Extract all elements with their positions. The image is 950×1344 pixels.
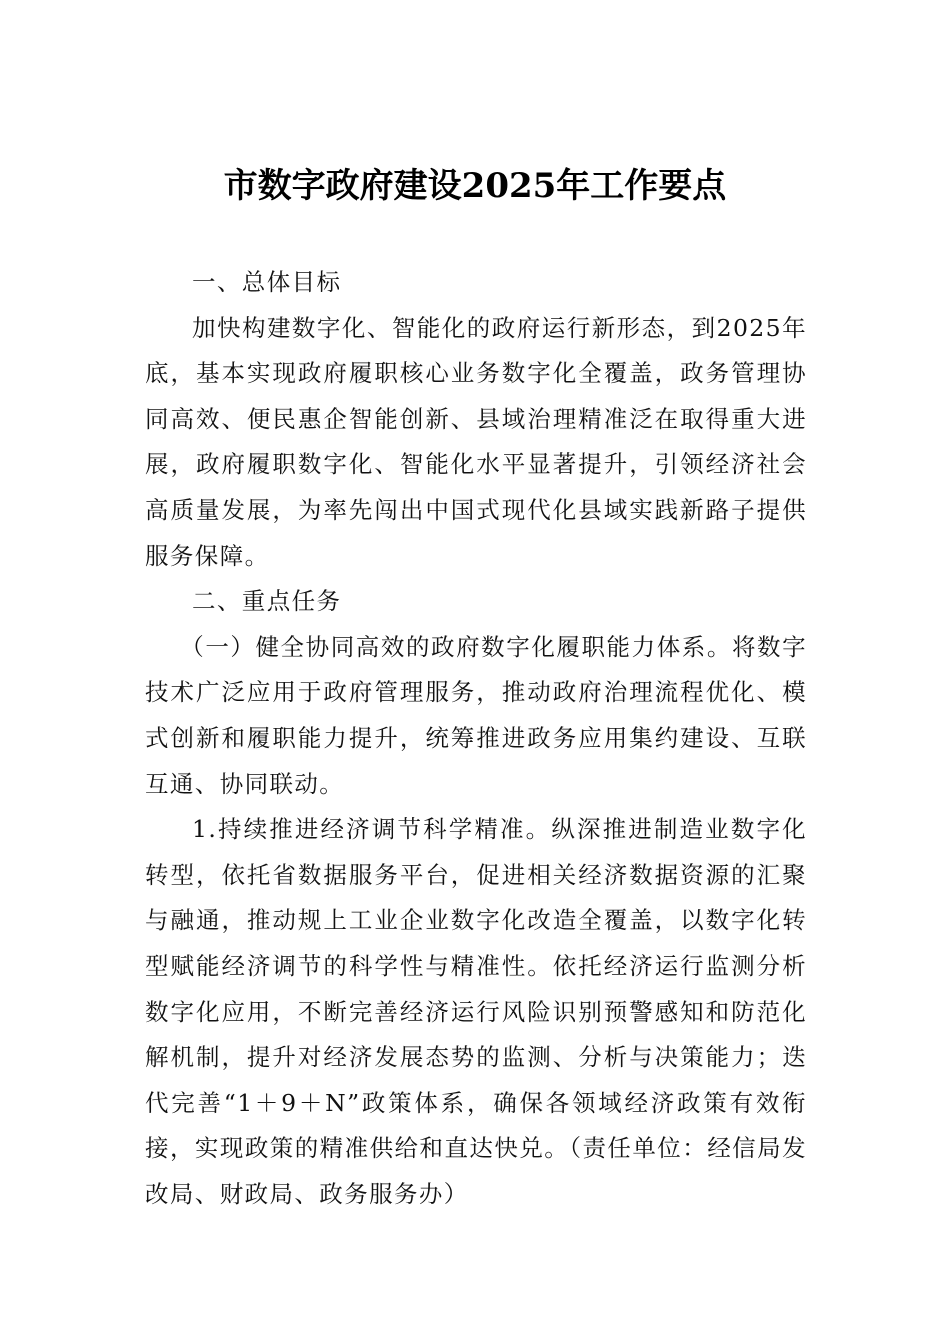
key-task-subheading-1: （一）健全协同高效的政府数字化履职能力体系。将数字技术广泛应用于政府管理服务，推动政府治理流程优化、模式创新和履职能力提升，统筹推进政务应用集约建设、互联互通、协同联动。: [145, 632, 807, 798]
document-title: 市数字政府建设2025年工作要点: [223, 166, 727, 206]
section-heading-key-tasks: 二、重点任务: [192, 587, 342, 616]
key-task-item-1: 1.持续推进经济调节科学精准。纵深推进制造业数字化转型，依托省数据服务平台，促进相关经济数据资源的汇聚与融通，推动规上工业企业数字化改造全覆盖，以数字化转型赋能经济调节的科学性与精准性。依托经济运行监测分析数字化应用，不断完善经济运行风险识别预警感知和防范化解机制，提升对经济发展态势的监测、分析与决策能力；迭代完善“1＋9＋N”政策体系，确保各领域经济政策有效衔接，实现政策的精准供给和直达快兑。（责任单位：经信局发改局、财政局、政务服务办）: [145, 815, 807, 1208]
overall-goal-paragraph: 加快构建数字化、智能化的政府运行新形态，到2025年底，基本实现政府履职核心业务数字化全覆盖，政务管理协同高效、便民惠企智能创新、县域治理精准泛在取得重大进展，政府履职数字化、智能化水平显著提升，引领经济社会高质量发展，为率先闯出中国式现代化县域实践新路子提供服务保障。: [145, 313, 807, 570]
section-heading-overall-goal: 一、总体目标: [192, 268, 342, 296]
document-body: [145, 260, 807, 1217]
